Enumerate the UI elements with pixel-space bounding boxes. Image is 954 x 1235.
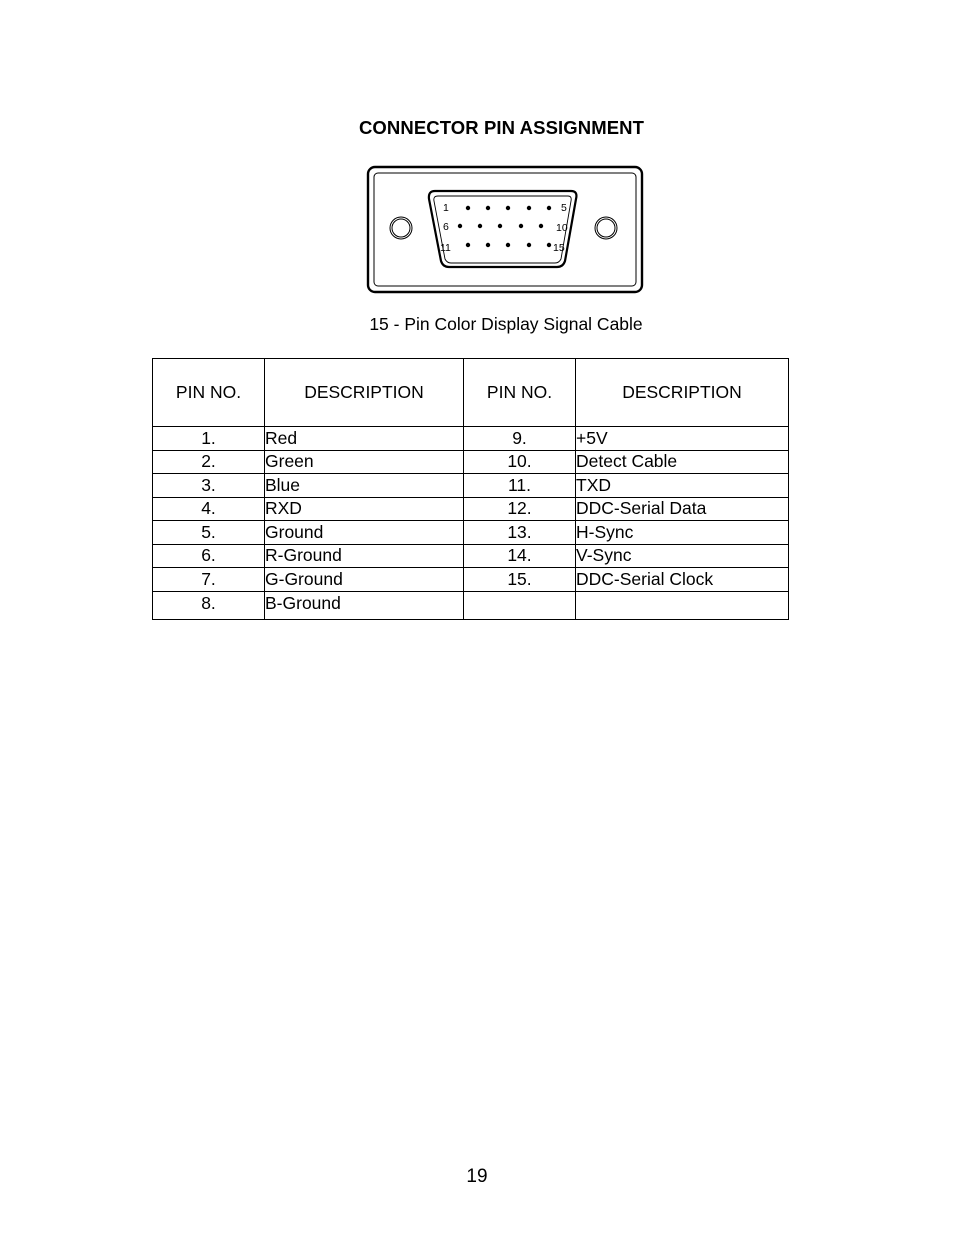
pin-description-cell: DDC-Serial Data [576,497,789,521]
table-row [153,450,789,474]
pin-description-cell: R-Ground [265,544,464,568]
pin-label-10: 10 [556,222,568,234]
table-row [153,497,789,521]
pin-row-2 [458,224,543,228]
pin-label-15: 15 [553,242,565,254]
pin-number-cell: 14. [464,544,576,568]
pin-description-cell: G-Ground [265,568,464,592]
vga-connector-diagram [366,165,644,294]
pin-row-1 [466,206,551,210]
pin-label-5: 5 [561,202,567,214]
pin-description-cell: Ground [265,521,464,545]
pin-description-cell: V-Sync [576,544,789,568]
pin-number-cell: 3. [153,474,265,498]
pin-number-cell: 5. [153,521,265,545]
pin-label-11: 11 [440,242,451,254]
header-description-left: DESCRIPTION [265,359,464,427]
pin-number-cell [464,591,576,619]
pin-number-cell: 12. [464,497,576,521]
pin-number-cell: 11. [464,474,576,498]
left-screw-hole-icon [390,217,412,239]
table-row [153,474,789,498]
pin-description-cell: Green [265,450,464,474]
pin-number-cell: 9. [464,427,576,451]
pin-description-cell: Red [265,427,464,451]
pin-assignment-table [152,358,789,620]
pin-number-cell: 6. [153,544,265,568]
table-row [153,427,789,451]
page-title: CONNECTOR PIN ASSIGNMENT [358,117,645,138]
page-number: 19 [466,1166,488,1187]
pin-number-cell: 2. [153,450,265,474]
pin-description-cell: B-Ground [265,591,464,619]
table-row [153,544,789,568]
table-row [153,568,789,592]
pin-number-cell: 7. [153,568,265,592]
pin-number-cell: 1. [153,427,265,451]
pin-label-1: 1 [443,202,449,214]
pin-number-cell: 8. [153,591,265,619]
pin-row-3 [466,243,551,247]
table-row [153,521,789,545]
pin-description-cell: Blue [265,474,464,498]
pin-label-6: 6 [443,221,449,233]
figure-caption: 15 - Pin Color Display Signal Cable [369,314,643,334]
pin-description-cell: H-Sync [576,521,789,545]
pin-number-cell: 15. [464,568,576,592]
right-screw-hole-icon [595,217,617,239]
pin-description-cell [576,591,789,619]
pin-number-cell: 4. [153,497,265,521]
header-pin-no-left: PIN NO. [153,359,265,427]
pin-description-cell: TXD [576,474,789,498]
pin-description-cell: Detect Cable [576,450,789,474]
pin-description-cell: +5V [576,427,789,451]
header-pin-no-right: PIN NO. [464,359,576,427]
pin-number-cell: 13. [464,521,576,545]
pin-description-cell: RXD [265,497,464,521]
header-description-right: DESCRIPTION [576,359,789,427]
pin-number-cell: 10. [464,450,576,474]
table-header-row [153,359,789,427]
table-row [153,591,789,619]
pin-description-cell: DDC-Serial Clock [576,568,789,592]
